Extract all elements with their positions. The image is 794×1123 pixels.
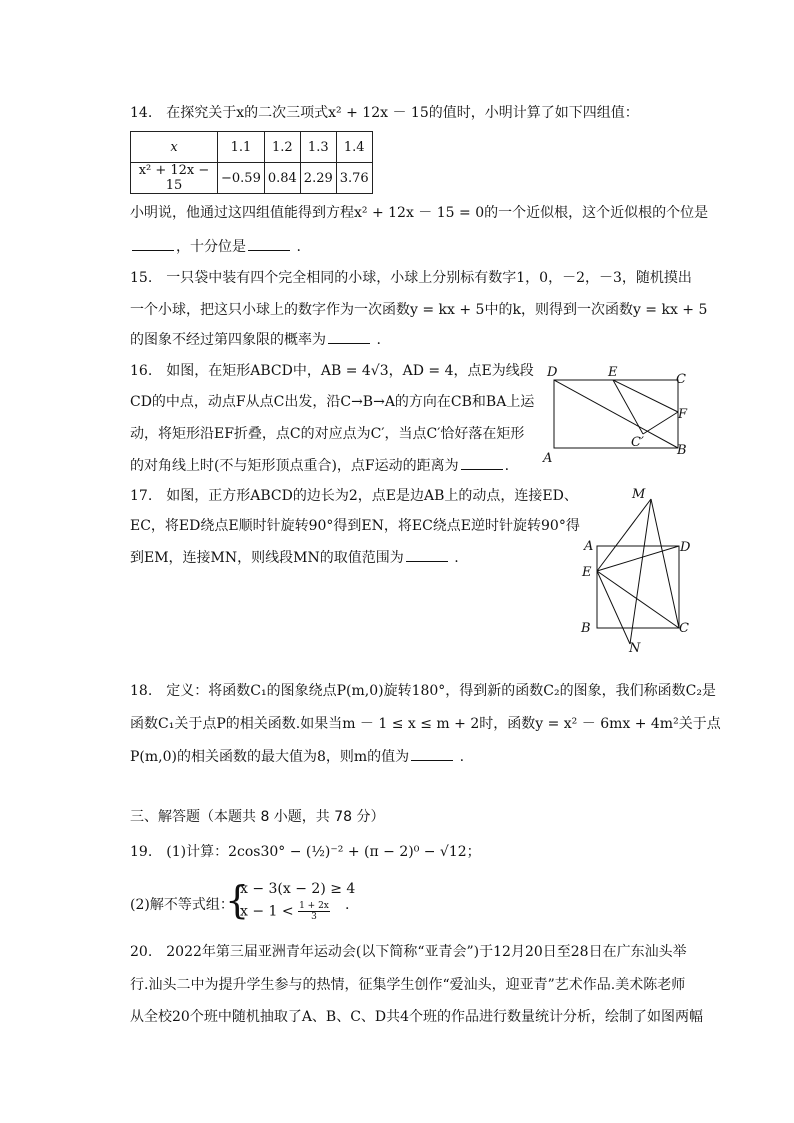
q18-line1: 18. 定义：将函数C₁的图象绕点P(m,0)旋转180°，得到新的函数C₂的图象，我们称函数C₂是 [130,683,716,699]
answer-blank[interactable] [461,455,503,470]
label-c-prime: C′ [631,435,644,450]
table-cell: −0.59 [218,163,265,194]
q15-line1: 15. 一只袋中装有四个完全相同的小球，小球上分别标有数字1，0，－2，－3，随机摸出 [130,270,692,286]
q19-end: . [345,897,350,913]
label-m: M [632,487,646,502]
segment-mc [651,499,679,628]
label-e: E [608,365,618,380]
q17-line3-text: 到EM，连接MN，则线段MN的取值范围为 [130,550,404,566]
q17-square-figure [576,484,700,656]
q15-line3-text: 的图象不经过第四象限的概率为 [130,332,326,348]
label-c: C [676,372,686,387]
label-d: D [680,540,691,555]
inequality-2 [240,901,330,922]
segment-ec-prime [613,380,643,434]
q14-mid: ，十分位是 [176,239,246,255]
q14-stem: 14. 在探究关于x的二次三项式x² + 12x － 15的值时，小明计算了如下四组值： [130,105,639,121]
inequality-2-left: x − 1 < [240,903,294,920]
diagonal-db [554,380,678,448]
label-a: A [543,451,553,466]
label-b: B [581,621,591,636]
fold-line-ef [613,380,678,412]
q14-blanks [130,236,301,257]
label-n: N [629,641,641,656]
q15-end: . [376,332,381,348]
q20-line2: 行.汕头二中为提升学生参与的热情，征集学生创作“爱汕头，迎亚青”艺术作品.美术陈老师 [130,977,686,993]
table-cell: x [131,132,218,163]
label-f: F [678,407,688,422]
q14-statement: 小明说，他通过这四组值能得到方程x² + 12x － 15 = 0的一个近似根，这个近似根的个位是 [130,205,709,221]
table-cell: 1.2 [264,132,300,163]
q17-line1: 17. 如图，正方形ABCD的边长为2，点E是边AB上的动点，连接ED、 [130,488,578,504]
segment-c-prime-f [643,412,678,434]
q16-end: . [504,458,510,474]
q16-line2: CD的中点，动点F从点C出发，沿C→B→A的方向在CB和BA上运 [130,394,535,410]
q15-line2: 一个小球，把这只小球上的数字作为一次函数y = kx + 5中的k，则得到一次函数y = kx + 5 [130,302,708,318]
label-b: B [677,443,687,458]
label-e: E [582,565,592,580]
q19-part2-label: (2)解不等式组： [130,897,234,913]
q16-line4 [130,455,509,476]
answer-blank[interactable] [411,746,453,761]
fraction-denominator: 3 [311,912,317,922]
q16-line3: 动，将矩形沿EF折叠，点C的对应点为C′，当点C′恰好落在矩形 [130,426,525,442]
table-cell: 0.84 [264,163,300,194]
fraction-numerator: 1 + 2x [299,901,329,911]
segment-ed [597,546,679,571]
segment-em [597,499,651,571]
q16-line4-text: 的对角线上时(不与矩形顶点重合)，点F运动的距离为 [130,458,459,474]
system-brace: { [225,878,250,922]
q18-line3-text: P(m,0)的相关函数的最大值为8，则m的值为 [130,749,410,765]
answer-blank[interactable] [248,236,290,251]
segment-mn [630,499,651,644]
table-row [131,132,373,163]
table-cell: 1.3 [300,132,336,163]
answer-blank[interactable] [406,547,448,562]
table-cell: 2.29 [300,163,336,194]
q16-line1: 16. 如图，在矩形ABCD中，AB = 4√3，AD = 4，点E为线段 [130,363,534,379]
q14-value-table [130,131,373,194]
segment-ec [597,571,679,628]
label-a: A [584,539,594,554]
q19-part1: 19. (1)计算：2cos30° − (½)⁻² + (π − 2)⁰ − √12； [130,844,481,860]
q17-line3 [130,547,459,568]
q20-line1: 20. 2022年第三届亚洲青年运动会(以下简称“亚青会”)于12月20日至28日在广东汕头举 [130,944,687,960]
table-cell: x² + 12x − 15 [131,163,218,194]
q18-end: . [459,749,465,765]
table-cell: 1.1 [218,132,265,163]
q16-rectangle-figure [540,362,700,472]
section-title: 三、解答题（本题共 8 小题，共 78 分） [130,809,385,825]
table-row [131,163,373,194]
q17-line2: EC，将ED绕点E顺时针旋转90°得到EN，将EC绕点E逆时针旋转90°得 [130,518,580,534]
q17-end: . [454,550,459,566]
q18-line3 [130,746,464,767]
q18-line2: 函数C₁关于点P的相关函数.如果当m － 1 ≤ x ≤ m + 2时，函数y = x² － 6mx + 4m²关于点 [130,716,721,732]
answer-blank[interactable] [328,329,370,344]
q20-line3: 从全校20个班中随机抽取了A、B、C、D共4个班的作品进行数量统计分析，绘制了如图两幅 [130,1009,704,1025]
fraction [298,901,330,922]
q14-end: . [296,239,301,255]
label-c: C [679,621,689,636]
q15-line3 [130,329,381,350]
label-d: D [547,365,558,380]
table-cell: 3.76 [336,163,372,194]
table-cell: 1.4 [336,132,372,163]
answer-blank[interactable] [132,236,174,251]
inequality-1: x − 3(x − 2) ≥ 4 [240,881,356,897]
